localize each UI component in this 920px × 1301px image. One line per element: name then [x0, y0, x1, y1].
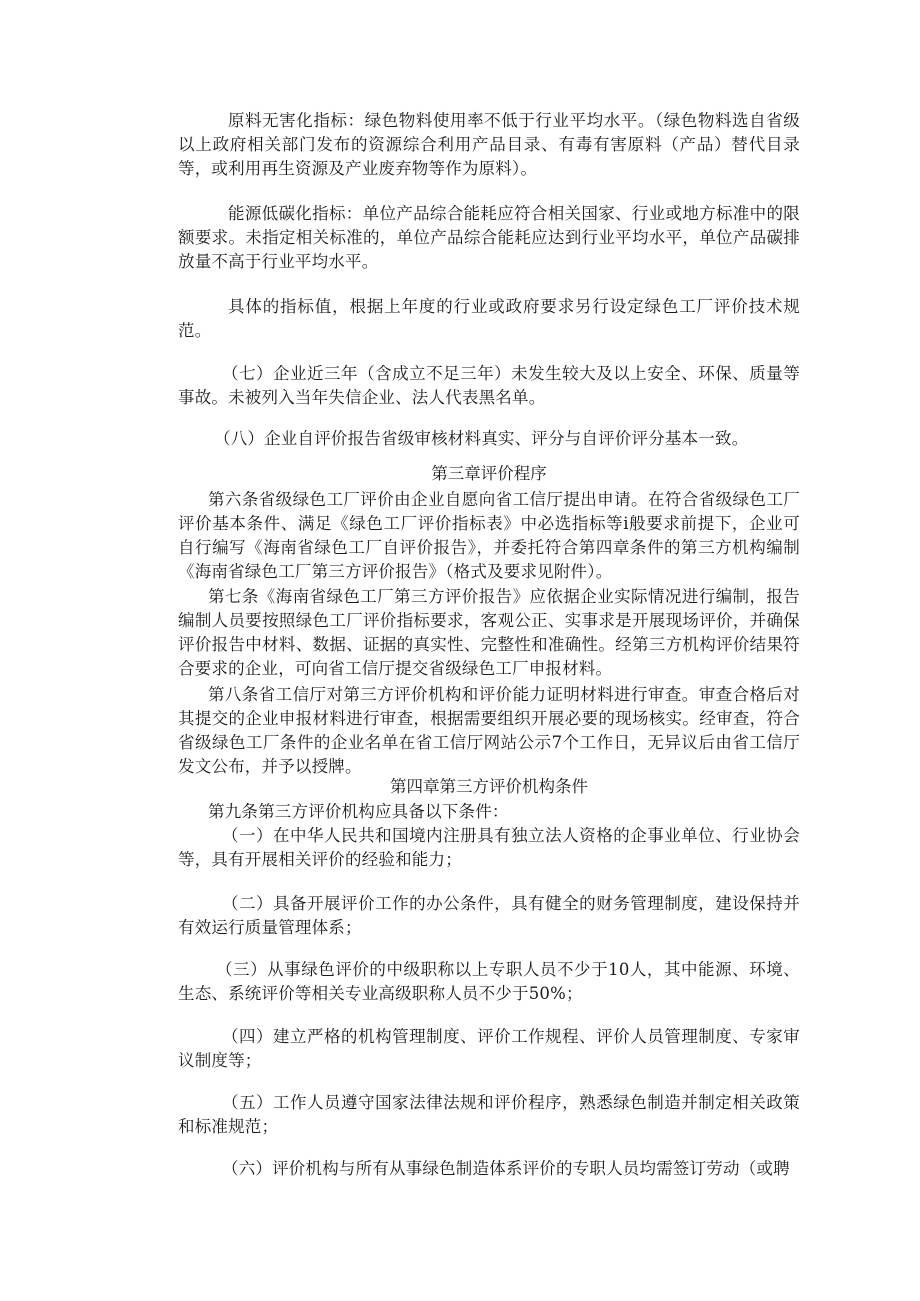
- paragraph-indicator-values: 具体的指标值，根据上年度的行业或政府要求另行设定绿色工厂评价技术规范。: [178, 297, 800, 340]
- condition-5: （五）工作人员遵守国家法律法规和评价程序，熟悉绿色制造并制定相关政策和标准规范；: [178, 1093, 800, 1136]
- article-8: 第八条省工信厅对第三方评价机构和评价能力证明材料进行审查。审查合格后对其提交的企业申报材料进行审查，根据需要组织开展必要的现场核实。经审查，符合省级绿色工厂条件的企业名单在省工信厅网站公示7个工作日，无异议后由省工信厅发文公布，并予以授牌。: [178, 685, 800, 776]
- chapter-3-heading: 第三章评价程序: [431, 464, 547, 483]
- paragraph-item-8: （八）企业自评价报告省级审核材料真实、评分与自评价评分基本一致。: [214, 429, 749, 448]
- article-7: 第七条《海南省绿色工厂第三方评价报告》应依据企业实际情况进行编制，报告编制人员要按照绿色工厂评价指标要求，客观公正、实事求是开展现场评价，并确保评价报告中材料、数据、证据的真实性、完整性和准确性。经第三方机构评价结果符合要求的企业，可向省工信厅提交省级绿色工厂申报材料。: [178, 587, 800, 678]
- condition-6: （六）评价机构与所有从事绿色制造体系评价的专职人员均需签订劳动（或聘: [222, 1159, 790, 1178]
- paragraph-raw-material-indicator: 原料无害化指标：绿色物料使用率不低于行业平均水平。（绿色物料选自省级以上政府相关部门发布的资源综合利用产品目录、有毒有害原料（产品）替代目录等，或利用再生资源及产业废弃物等作为原料）。: [178, 111, 800, 178]
- paragraph-energy-indicator: 能源低碳化指标：单位产品综合能耗应符合相关国家、行业或地方标准中的限额要求。未指定相关标准的，单位产品综合能耗应达到行业平均水平，单位产品碳排放量不高于行业平均水平。: [178, 204, 800, 271]
- condition-1: （一）在中华人民共和国境内注册具有独立法人资格的企事业单位、行业协会等，具有开展相关评价的经验和能力；: [178, 826, 800, 869]
- paragraph-item-7: （七）企业近三年（含成立不足三年）未发生较大及以上安全、环保、质量等事故。未被列入当年失信企业、法人代表黑名单。: [178, 364, 800, 407]
- article-9: 第九条第三方评价机构应具备以下条件：: [208, 802, 509, 821]
- condition-3: （三）从事绿色评价的中级职称以上专职人员不少于10人，其中能源、环境、生态、系统评价等相关专业高级职称人员不少于50%；: [178, 960, 800, 1003]
- condition-2: （二）具备开展评价工作的办公条件，具有健全的财务管理制度，建设保持并有效运行质量管理体系；: [178, 894, 800, 937]
- chapter-4-heading: 第四章第三方评价机构条件: [390, 777, 588, 796]
- condition-4: （四）建立严格的机构管理制度、评价工作规程、评价人员管理制度、专家审议制度等；: [178, 1027, 800, 1070]
- article-6: 第六条省级绿色工厂评价由企业自愿向省工信厅提出申请。在符合省级绿色工厂评价基本条件、满足《绿色工厂评价指标表》中必选指标等ⅰ般要求前提下，企业可自行编写《海南省绿色工厂自评价报告》，并委托符合第四章条件的第三方机构编制《海南省绿色工厂第三方评价报告》（格式及要求见附件）。: [178, 490, 800, 581]
